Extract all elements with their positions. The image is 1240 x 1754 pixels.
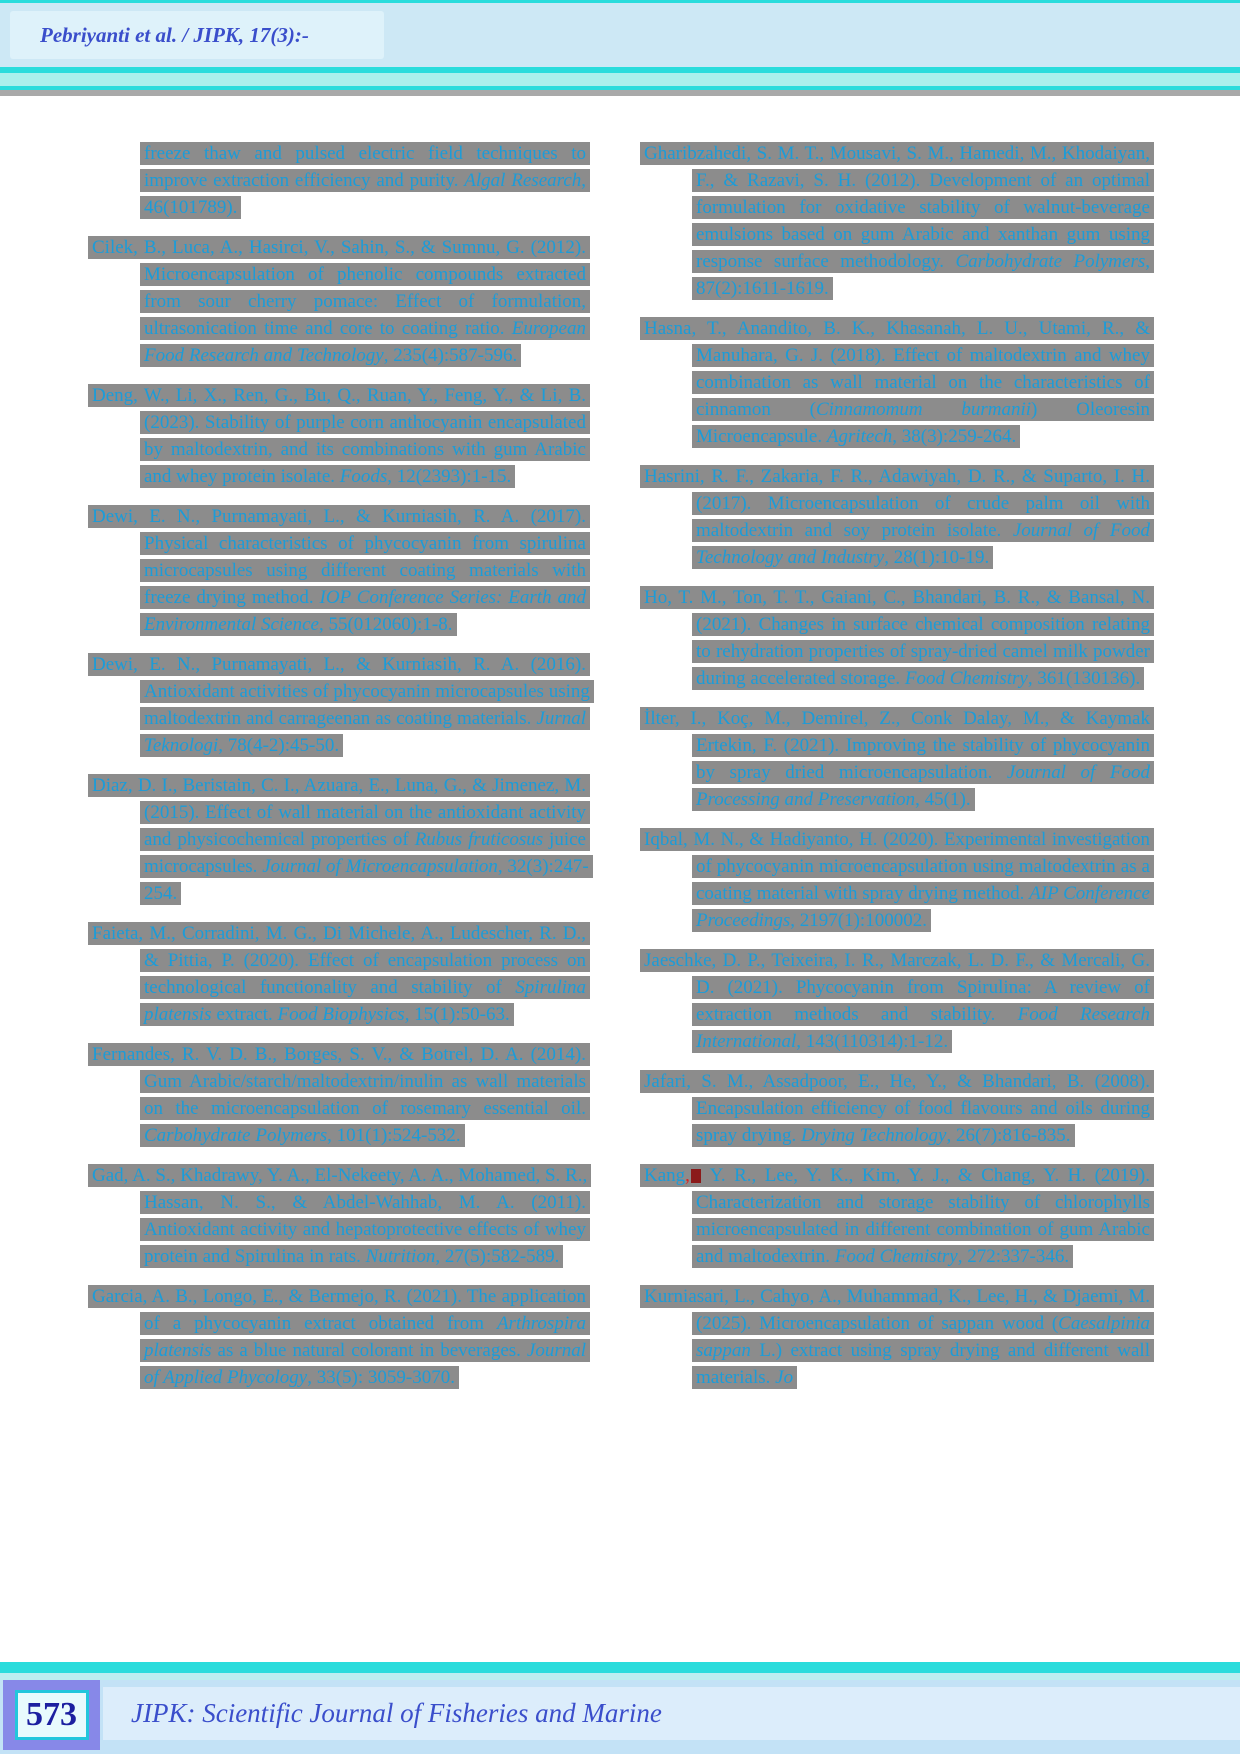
page-header — [0, 3, 1240, 67]
reference-entry[interactable]: Gad, A. S., Khadrawy, Y. A., El-Nekeety, A. A., Mohamed, S. R., Hassan, N. S., & Abdel-Wahhab, M. A. (2011). Antioxidant activity and hepatoprotective effects of whey protein and Spirulina in rats. Nutrition, 27(5):582-589. — [88, 1162, 590, 1270]
page-footer — [0, 1680, 1240, 1754]
reference-entry[interactable]: Hasrini, R. F., Zakaria, F. R., Adawiyah, D. R., & Suparto, I. H. (2017). Microencapsulation of crude palm oil with maltodextrin and soy protein isolate. Journal of Food Technology and Industry, 28(1):10-19. — [640, 463, 1154, 571]
reference-entry[interactable]: Kang, Y. R., Lee, Y. K., Kim, Y. J., & Chang, Y. H. (2019). Characterization and storage stability of chlorophylls microencapsulated in different combination of gum Arabic and maltodextrin. Food Chemistry, 272:337-346. — [640, 1162, 1154, 1270]
reference-entry[interactable]: Kurniasari, L., Cahyo, A., Muhammad, K., Lee, H., & Djaemi, M. (2025). Microencapsulation of sappan wood (Caesalpinia sappan L.) extract using spray drying and different wall materials. Jo — [640, 1283, 1154, 1391]
reference-entry[interactable]: freeze thaw and pulsed electric field techniques to improve extraction efficiency and purity. Algal Research, 46(101789). — [88, 140, 590, 221]
reference-entry[interactable]: Faieta, M., Corradini, M. G., Di Michele, A., Ludescher, R. D., & Pittia, P. (2020). Effect of encapsulation process on technological functionality and stability of Spirulina platensis extract. Food Biophysics, 15(1):50-63. — [88, 920, 590, 1028]
reference-entry[interactable]: Garcia, A. B., Longo, E., & Bermejo, R. (2021). The application of a phycocyanin extract obtained from Arthrospira platensis as a blue natural colorant in beverages. Journal of Applied Phycology, 33(5): 3059-3070. — [88, 1283, 590, 1391]
reference-entry[interactable]: Diaz, D. I., Beristain, C. I., Azuara, E., Luna, G., & Jimenez, M. (2015). Effect of wall material on the antioxidant activity and physicochemical properties of Rubus fruticosus juice microcapsules. Journal of Microencapsulation, 32(3):247-254. — [88, 772, 590, 907]
page-number: 573 — [15, 1690, 89, 1740]
page-number-box — [3, 1680, 100, 1750]
reference-entry[interactable]: Iqbal, M. N., & Hadiyanto, H. (2020). Experimental investigation of phycocyanin microencapsulation using maltodextrin as a coating material with spray drying method. AIP Conference Proceedings, 2197(1):100002. — [640, 826, 1154, 934]
reference-entry[interactable]: İlter, I., Koç, M., Demirel, Z., Conk Dalay, M., & Kaymak Ertekin, F. (2021). Improving the stability of phycocyanin by spray dried microencapsulation. Journal of Food Processing and Preservation, 45(1). — [640, 705, 1154, 813]
journal-footer-title: JIPK: Scientific Journal of Fisheries and Marine — [131, 1698, 662, 1728]
references-column-right — [640, 140, 1154, 1404]
reference-entry[interactable]: Hasna, T., Anandito, B. K., Khasanah, L. U., Utami, R., & Manuhara, G. J. (2018). Effect of maltodextrin and whey combination as wall material on the characteristics of cinnamon (Cinnamomum burmanii) Oleoresin Microencapsule. Agritech, 38(3):259-264. — [640, 315, 1154, 450]
reference-entry[interactable]: Gharibzahedi, S. M. T., Mousavi, S. M., Hamedi, M., Khodaiyan, F., & Razavi, S. H. (2012). Development of an optimal formulation for oxidative stability of walnut-beverage emulsions based on gum Arabic and xanthan gum using response surface methodology. Carbohydrate Polymers, 87(2):1611-1619. — [640, 140, 1154, 302]
journal-strip — [103, 1687, 1240, 1740]
running-head: Pebriyanti et al. / JIPK, 17(3):- — [40, 23, 309, 47]
header-rule-pale — [0, 73, 1240, 86]
reference-entry[interactable]: Jafari, S. M., Assadpoor, E., He, Y., & Bhandari, B. (2008). Encapsulation efficiency of food flavours and oils during spray drying. Drying Technology, 26(7):816-835. — [640, 1068, 1154, 1149]
header-rule-gray — [0, 90, 1240, 96]
reference-entry[interactable]: Jaeschke, D. P., Teixeira, I. R., Marczak, L. D. F., & Mercali, G. D. (2021). Phycocyanin from Spirulina: A review of extraction methods and stability. Food Research International, 143(110314):1-12. — [640, 947, 1154, 1055]
red-annotation-mark — [691, 1169, 701, 1183]
reference-entry[interactable]: Ho, T. M., Ton, T. T., Gaiani, C., Bhandari, B. R., & Bansal, N. (2021). Changes in surface chemical composition relating to rehydration properties of spray-dried camel milk powder during accelerated storage. Food Chemistry, 361(130136). — [640, 584, 1154, 692]
references-column-left — [88, 140, 590, 1404]
footer-rule-cyan — [0, 1662, 1240, 1673]
reference-entry[interactable]: Deng, W., Li, X., Ren, G., Bu, Q., Ruan, Y., Feng, Y., & Li, B. (2023). Stability of purple corn anthocyanin encapsulated by maltodextrin, and its combinations with gum Arabic and whey protein isolate. Foods, 12(2393):1-15. — [88, 382, 590, 490]
reference-entry[interactable]: Cilek, B., Luca, A., Hasirci, V., Sahin, S., & Sumnu, G. (2012). Microencapsulation of phenolic compounds extracted from sour cherry pomace: Effect of formulation, ultrasonication time and core to coating ratio. European Food Research and Technology, 235(4):587-596. — [88, 234, 590, 369]
reference-entry[interactable]: Fernandes, R. V. D. B., Borges, S. V., & Botrel, D. A. (2014). Gum Arabic/starch/maltodextrin/inulin as wall materials on the microencapsulation of rosemary essential oil. Carbohydrate Polymers, 101(1):524-532. — [88, 1041, 590, 1149]
reference-entry[interactable]: Dewi, E. N., Purnamayati, L., & Kurniasih, R. A. (2016). Antioxidant activities of phycocyanin microcapsules using maltodextrin and carrageenan as coating materials. Jurnal Teknologi, 78(4-2):45-50. — [88, 651, 590, 759]
footer-rule-pale — [0, 1673, 1240, 1680]
running-head-box — [10, 11, 384, 59]
reference-entry[interactable]: Dewi, E. N., Purnamayati, L., & Kurniasih, R. A. (2017). Physical characteristics of phycocyanin from spirulina microcapsules using different coating materials with freeze drying method. IOP Conference Series: Earth and Environmental Science, 55(012060):1-8. — [88, 503, 590, 638]
